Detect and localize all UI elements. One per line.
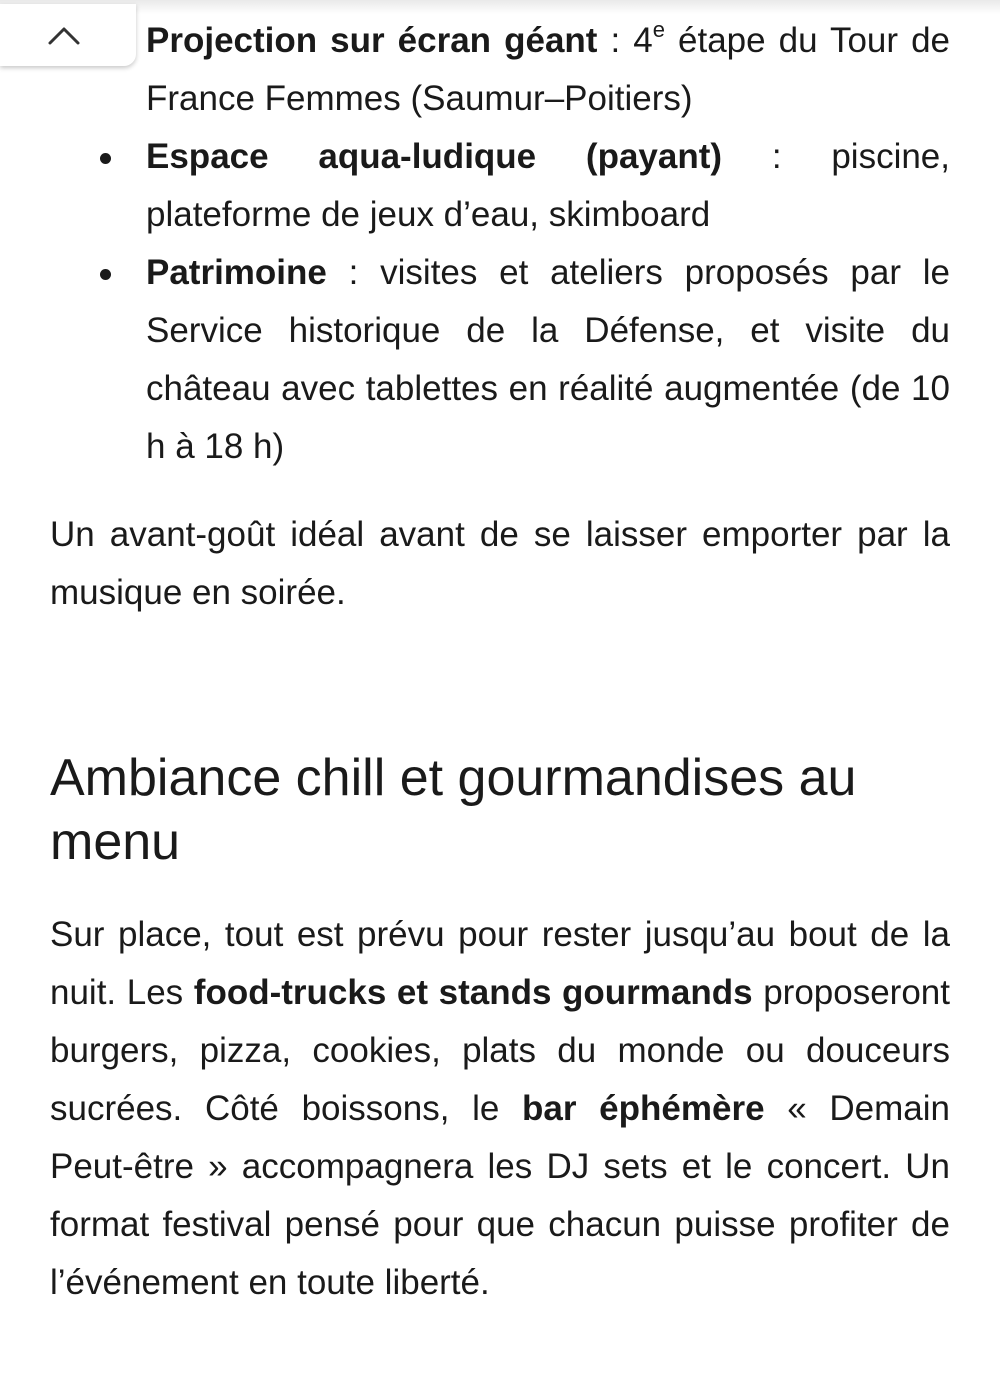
paragraph-text: Sur place, tout est prévu pour rester jusqu’au bout de la nuit. Les bbox=[50, 915, 950, 1012]
bullet-icon bbox=[100, 153, 111, 164]
item-separator: : bbox=[326, 253, 381, 292]
chevron-up-icon bbox=[44, 23, 84, 47]
features-list bbox=[50, 12, 950, 476]
list-item bbox=[50, 128, 950, 244]
list-item bbox=[50, 244, 950, 476]
intro-paragraph: Un avant-goût idéal avant de se laisser emporter par la musique en soirée. bbox=[50, 515, 950, 612]
section-heading: Ambiance chill et gourmandises au menu bbox=[50, 749, 857, 871]
ordinal-suffix: e bbox=[652, 17, 665, 43]
section-paragraph bbox=[50, 906, 950, 1312]
item-separator: : bbox=[722, 137, 832, 176]
item-text: visites et ateliers proposés par le Service historique de la Défense, et visite du château avec tablettes en réalité augmentée (de 10 h à 18 h) bbox=[146, 253, 950, 466]
item-title: Patrimoine bbox=[146, 253, 327, 292]
bold-text: food-trucks et stands gourmands bbox=[193, 973, 753, 1012]
bullet-icon bbox=[100, 269, 111, 280]
item-text: piscine, plateforme de jeux d’eau, skimboard bbox=[146, 137, 950, 234]
paragraph-text: proposeront burgers, pizza, cookies, plats du monde ou douceurs sucrées. Côté boissons, le bbox=[50, 973, 950, 1128]
bold-text: bar éphémère bbox=[522, 1089, 765, 1128]
article-content bbox=[50, 12, 950, 1312]
item-title: Espace aqua-ludique (payant) bbox=[146, 137, 723, 176]
item-separator: : 4 bbox=[597, 21, 653, 60]
item-text: étape du Tour de France Femmes (Saumur–Poitiers) bbox=[146, 21, 951, 118]
item-title: Projection sur écran géant bbox=[146, 21, 598, 60]
scroll-to-top-button[interactable] bbox=[0, 4, 136, 66]
paragraph-text: « Demain Peut-être » accompagnera les DJ sets et le concert. Un format festival pensé pour que chacun puisse profiter de l’événement en toute liberté. bbox=[50, 1089, 950, 1302]
list-item bbox=[50, 12, 950, 128]
